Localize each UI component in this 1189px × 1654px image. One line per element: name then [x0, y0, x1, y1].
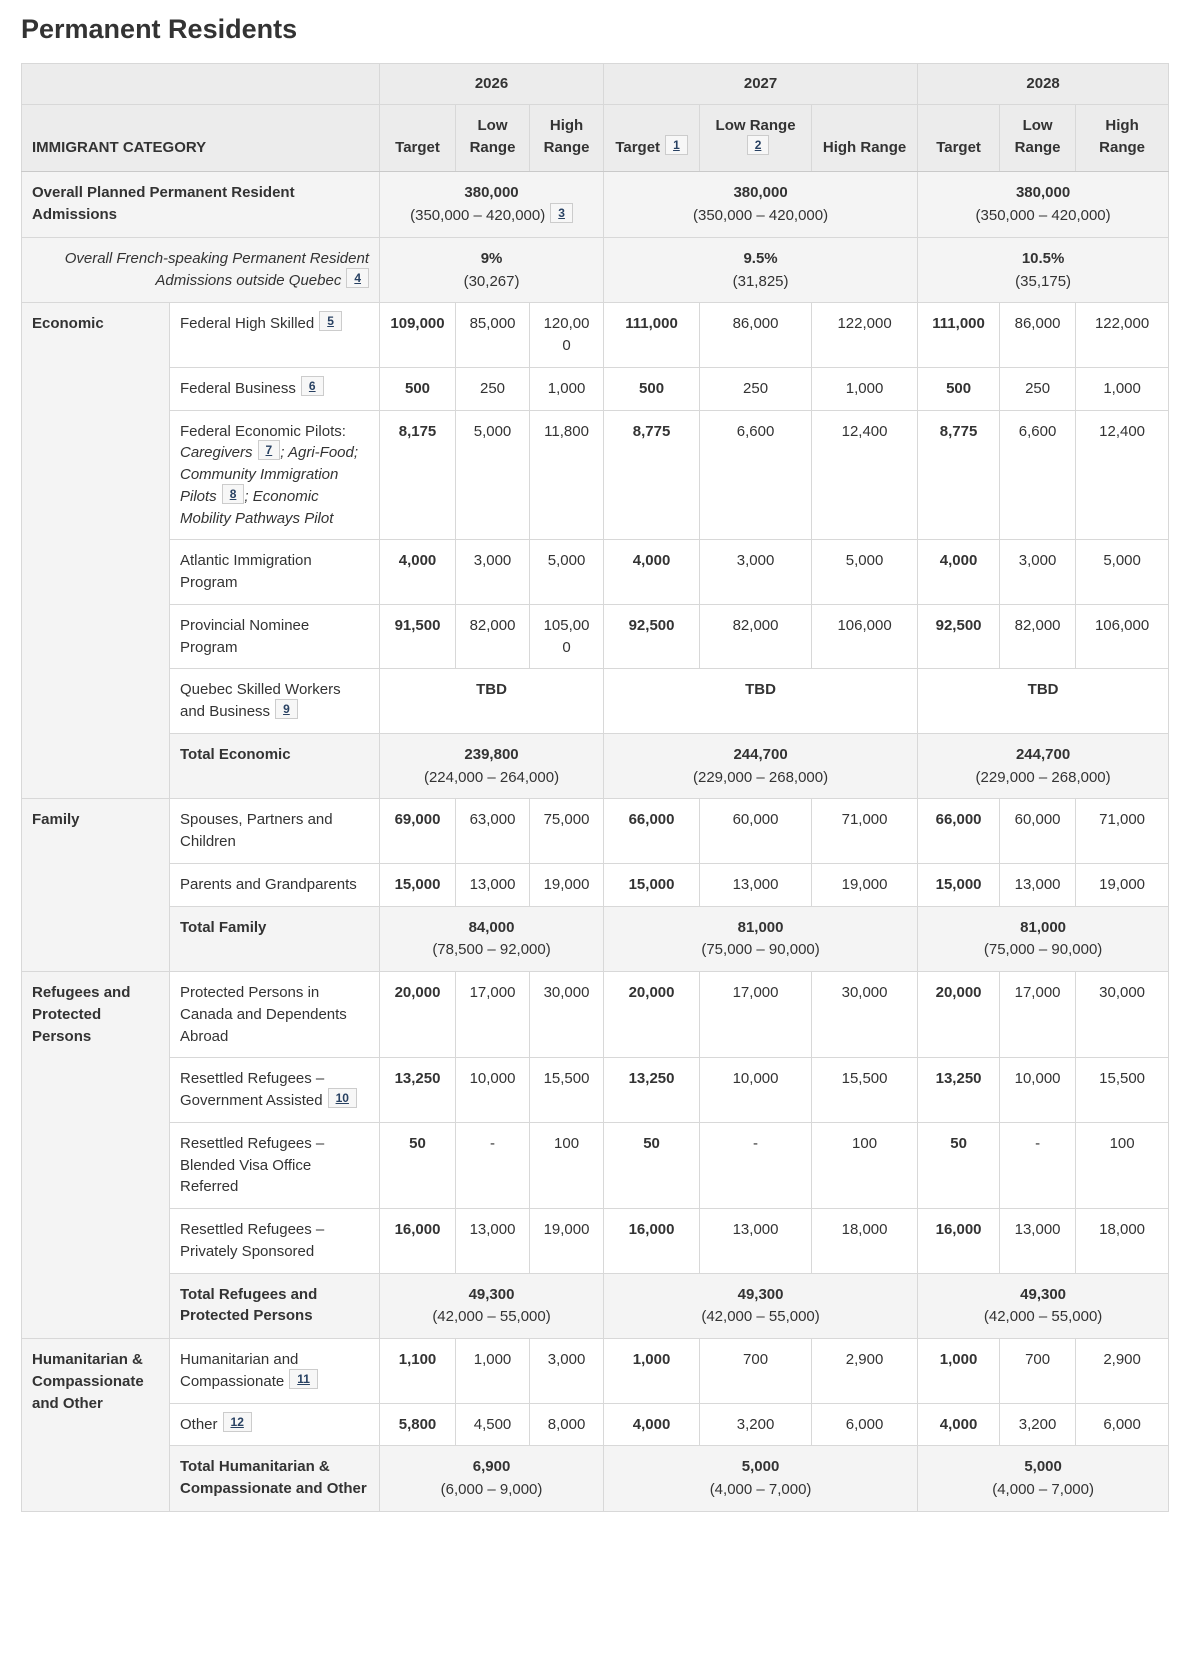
provincial-nominee-program-2026-low-range: 82,000 [456, 604, 530, 669]
value-range: (78,500 – 92,000) [432, 941, 551, 959]
protected-persons-in-canada-2027-high-range: 30,000 [812, 972, 918, 1058]
value-main: 380,000 [733, 184, 788, 202]
col-header-2027-low-range [700, 104, 812, 172]
footnote-link-7[interactable]: 7 [258, 440, 281, 460]
page-title: Permanent Residents [21, 14, 298, 44]
total-family-2028 [918, 906, 1169, 972]
footnote-link-9[interactable]: 9 [275, 699, 298, 719]
value-main: 380,000 [1015, 184, 1071, 202]
col-header-label: High Range [543, 116, 590, 156]
footnote-link-10[interactable]: 10 [328, 1088, 357, 1108]
value-range: (35,175) [1015, 272, 1072, 290]
total-refugees-and-protected-persons-2027 [604, 1273, 918, 1339]
row-total-refugees-and-protected-persons [22, 1273, 1169, 1339]
row-protected-persons-in-canada [22, 972, 1169, 1058]
footnote-link-11[interactable]: 11 [289, 1369, 318, 1389]
value-main: 49,300 [468, 1285, 515, 1303]
federal-business-2026-low-range: 250 [456, 367, 530, 410]
value-range: (31,825) [732, 272, 789, 290]
overall-french-speaking-2027 [604, 237, 918, 303]
atlantic-immigration-program-2028-high-range: 5,000 [1076, 540, 1169, 605]
federal-business-2026-target: 500 [380, 367, 456, 410]
category-resettled-refugees-government-assisted [170, 1058, 380, 1123]
spouses-partners-and-children-2028-target: 66,000 [918, 799, 1000, 864]
year-header-2027: 2027 [604, 64, 918, 105]
footnote-link-4[interactable]: 4 [346, 268, 369, 288]
other-2027-target: 4,000 [604, 1403, 700, 1446]
category-resettled-refugees-blended-visa-office-referred [170, 1122, 380, 1208]
federal-economic-pilots-2028-high-range: 12,400 [1076, 410, 1169, 540]
value-main: 244,700 [1015, 745, 1071, 763]
value-main: 49,300 [737, 1285, 784, 1303]
category-provincial-nominee-program [170, 604, 380, 669]
row-other [22, 1403, 1169, 1446]
year-header-2026: 2026 [380, 64, 604, 105]
group-label-humanitarian-compassionate-and-other: Humanitarian & Compassionate and Other [22, 1339, 170, 1512]
value-range: (224,000 – 264,000) [423, 768, 560, 786]
spouses-partners-and-children-2027-target: 66,000 [604, 799, 700, 864]
label-overall-planned-admissions [22, 172, 380, 238]
protected-persons-in-canada-2028-target: 20,000 [918, 972, 1000, 1058]
label-total-family: Total Family [170, 906, 380, 972]
overall-french-speaking-2026 [380, 237, 604, 303]
provincial-nominee-program-2028-target: 92,500 [918, 604, 1000, 669]
category-federal-economic-pilots [170, 410, 380, 540]
resettled-refugees-blended-visa-office-referred-2026-target: 50 [380, 1122, 456, 1208]
value-main: 81,000 [1020, 918, 1067, 936]
label-text: ; Economic Mobility Pathways Pilot [180, 487, 334, 527]
col-header-label: Target [615, 138, 661, 156]
provincial-nominee-program-2026-target: 91,500 [380, 604, 456, 669]
label-text: Provincial Nominee Program [180, 616, 310, 656]
col-header-2026-high-range [530, 104, 604, 172]
federal-high-skilled-2026-low-range: 85,000 [456, 303, 530, 368]
resettled-refugees-privately-sponsored-2027-target: 16,000 [604, 1209, 700, 1274]
humanitarian-and-compassionate-2026-low-range: 1,000 [456, 1339, 530, 1404]
resettled-refugees-blended-visa-office-referred-2028-high-range: 100 [1076, 1122, 1169, 1208]
parents-and-grandparents-2027-high-range: 19,000 [812, 863, 918, 906]
row-resettled-refugees-blended-visa-office-referred [22, 1122, 1169, 1208]
permanent-residents-table [21, 63, 1169, 1512]
col-header-2028-low-range [1000, 104, 1076, 172]
value-range: (350,000 – 420,000) [693, 207, 829, 224]
label-text: Atlantic Immigration Program [180, 552, 312, 591]
row-total-family [22, 906, 1169, 972]
resettled-refugees-government-assisted-2027-target: 13,250 [604, 1058, 700, 1123]
col-header-2028-target [918, 104, 1000, 172]
value-range: (42,000 – 55,000) [983, 1308, 1103, 1326]
parents-and-grandparents-2028-low-range: 13,000 [1000, 863, 1076, 906]
label-text: Caregivers [180, 444, 253, 462]
value-main: 380,000 [464, 184, 519, 202]
resettled-refugees-government-assisted-2026-high-range: 15,500 [530, 1058, 604, 1123]
value-range: (75,000 – 90,000) [983, 941, 1103, 959]
category-humanitarian-and-compassionate [170, 1339, 380, 1404]
value-range: (6,000 – 9,000) [440, 1481, 543, 1498]
row-atlantic-immigration-program [22, 540, 1169, 605]
label-text: Humanitarian and Compassionate [180, 1351, 299, 1390]
other-2028-target: 4,000 [918, 1403, 1000, 1446]
federal-economic-pilots-2027-high-range: 12,400 [812, 410, 918, 540]
row-quebec-skilled-workers-and-business [22, 669, 1169, 734]
col-header-label: Low Range [715, 116, 796, 134]
protected-persons-in-canada-2027-low-range: 17,000 [700, 972, 812, 1058]
parents-and-grandparents-2026-low-range: 13,000 [456, 863, 530, 906]
federal-economic-pilots-2027-low-range: 6,600 [700, 410, 812, 540]
footnote-link-1[interactable]: 1 [665, 135, 688, 155]
federal-economic-pilots-2026-high-range: 11,800 [530, 410, 604, 540]
resettled-refugees-privately-sponsored-2028-low-range: 13,000 [1000, 1209, 1076, 1274]
protected-persons-in-canada-2026-high-range: 30,000 [530, 972, 604, 1058]
label-text: Quebec Skilled Workers and Business [180, 681, 341, 720]
resettled-refugees-privately-sponsored-2026-high-range: 19,000 [530, 1209, 604, 1274]
overall-planned-admissions-2027 [604, 172, 918, 238]
label-text: Federal Economic Pilots: [180, 422, 346, 440]
total-humanitarian-compassionate-and-other-2026 [380, 1446, 604, 1512]
other-2028-high-range: 6,000 [1076, 1403, 1169, 1446]
label-total-economic: Total Economic [170, 733, 380, 799]
federal-business-2027-target: 500 [604, 367, 700, 410]
label-text: Resettled Refugees – Blended Visa Office Referred [180, 1134, 325, 1196]
other-2028-low-range: 3,200 [1000, 1403, 1076, 1446]
spouses-partners-and-children-2026-high-range: 75,000 [530, 799, 604, 864]
parents-and-grandparents-2027-target: 15,000 [604, 863, 700, 906]
overall-planned-admissions-2028 [918, 172, 1169, 238]
spouses-partners-and-children-2028-high-range: 71,000 [1076, 799, 1169, 864]
row-federal-business [22, 367, 1169, 410]
row-provincial-nominee-program [22, 604, 1169, 669]
value-main: 84,000 [468, 918, 515, 936]
category-protected-persons-in-canada [170, 972, 380, 1058]
label-text: Spouses, Partners and Children [180, 811, 333, 850]
provincial-nominee-program-2028-high-range: 106,000 [1076, 604, 1169, 669]
federal-high-skilled-2028-target: 111,000 [918, 303, 1000, 368]
atlantic-immigration-program-2027-high-range: 5,000 [812, 540, 918, 605]
quebec-skilled-workers-and-business-2027: TBD [604, 669, 918, 734]
federal-economic-pilots-2026-target: 8,175 [380, 410, 456, 540]
provincial-nominee-program-2028-low-range: 82,000 [1000, 604, 1076, 669]
other-2026-high-range: 8,000 [530, 1403, 604, 1446]
federal-high-skilled-2028-low-range: 86,000 [1000, 303, 1076, 368]
col-header-label: Target [936, 138, 981, 156]
label-text: Federal Business [180, 379, 296, 397]
federal-business-2028-low-range: 250 [1000, 367, 1076, 410]
value-main: 9.5% [743, 249, 778, 267]
provincial-nominee-program-2027-target: 92,500 [604, 604, 700, 669]
value-main: 9% [480, 249, 503, 267]
resettled-refugees-government-assisted-2028-low-range: 10,000 [1000, 1058, 1076, 1123]
other-2027-high-range: 6,000 [812, 1403, 918, 1446]
value-range: (42,000 – 55,000) [432, 1308, 551, 1326]
category-header-spacer [22, 64, 380, 105]
header-column-row [22, 104, 1169, 172]
label-text: Resettled Refugees – Government Assisted [180, 1070, 325, 1109]
humanitarian-and-compassionate-2028-low-range: 700 [1000, 1339, 1076, 1404]
label-text: ; Agri-Food; Community Immigration Pilots [180, 444, 359, 505]
label-text: Overall French-speaking Permanent Resident Admissions outside Quebec [64, 249, 370, 289]
federal-business-2027-low-range: 250 [700, 367, 812, 410]
value-range: (75,000 – 90,000) [701, 941, 820, 959]
label-text: Resettled Refugees – Privately Sponsored [180, 1221, 325, 1260]
overall-french-speaking-2028 [918, 237, 1169, 303]
other-2026-low-range: 4,500 [456, 1403, 530, 1446]
label-total-humanitarian-compassionate-and-other: Total Humanitarian & Compassionate and Other [170, 1446, 380, 1512]
row-federal-high-skilled [22, 303, 1169, 368]
federal-economic-pilots-2027-target: 8,775 [604, 410, 700, 540]
value-range: (350,000 – 420,000) 3 [390, 205, 593, 227]
humanitarian-and-compassionate-2028-target: 1,000 [918, 1339, 1000, 1404]
row-spouses-partners-and-children [22, 799, 1169, 864]
label-text: Federal High Skilled [180, 315, 315, 333]
value-main: 239,800 [464, 745, 519, 763]
value-range: (350,000 – 420,000) [975, 207, 1111, 224]
col-header-2026-target [380, 104, 456, 172]
value-range: (42,000 – 55,000) [701, 1308, 820, 1326]
footnote-link-6[interactable]: 6 [301, 376, 324, 396]
value-main: 6,900 [472, 1458, 511, 1476]
footnote-link-3[interactable]: 3 [550, 203, 573, 223]
spouses-partners-and-children-2027-low-range: 60,000 [700, 799, 812, 864]
group-label-economic: Economic [22, 303, 170, 799]
federal-business-2027-high-range: 1,000 [812, 367, 918, 410]
resettled-refugees-government-assisted-2028-target: 13,250 [918, 1058, 1000, 1123]
row-federal-economic-pilots [22, 410, 1169, 540]
spouses-partners-and-children-2027-high-range: 71,000 [812, 799, 918, 864]
header-year-row [22, 64, 1169, 105]
federal-high-skilled-2027-low-range: 86,000 [700, 303, 812, 368]
humanitarian-and-compassionate-2028-high-range: 2,900 [1076, 1339, 1169, 1404]
resettled-refugees-blended-visa-office-referred-2028-low-range: - [1000, 1122, 1076, 1208]
row-overall-french-speaking [22, 237, 1169, 303]
row-humanitarian-and-compassionate [22, 1339, 1169, 1404]
parents-and-grandparents-2028-target: 15,000 [918, 863, 1000, 906]
category-other [170, 1403, 380, 1446]
footnote-link-12[interactable]: 12 [223, 1412, 252, 1432]
federal-high-skilled-2027-high-range: 122,000 [812, 303, 918, 368]
humanitarian-and-compassionate-2026-high-range: 3,000 [530, 1339, 604, 1404]
federal-business-2028-high-range: 1,000 [1076, 367, 1169, 410]
provincial-nominee-program-2027-high-range: 106,000 [812, 604, 918, 669]
value-range: (4,000 – 7,000) [992, 1481, 1094, 1498]
parents-and-grandparents-2026-high-range: 19,000 [530, 863, 604, 906]
category-federal-high-skilled [170, 303, 380, 368]
atlantic-immigration-program-2026-low-range: 3,000 [456, 540, 530, 605]
humanitarian-and-compassionate-2026-target: 1,100 [380, 1339, 456, 1404]
humanitarian-and-compassionate-2027-low-range: 700 [700, 1339, 812, 1404]
resettled-refugees-privately-sponsored-2028-high-range: 18,000 [1076, 1209, 1169, 1274]
label-overall-french-speaking [22, 237, 380, 303]
footnote-link-8[interactable]: 8 [222, 484, 245, 504]
federal-economic-pilots-2026-low-range: 5,000 [456, 410, 530, 540]
label-total-refugees-and-protected-persons: Total Refugees and Protected Persons [170, 1273, 380, 1339]
value-range: (229,000 – 268,000) [693, 768, 829, 786]
category-atlantic-immigration-program [170, 540, 380, 605]
humanitarian-and-compassionate-2027-high-range: 2,900 [812, 1339, 918, 1404]
total-family-2026 [380, 906, 604, 972]
other-2027-low-range: 3,200 [700, 1403, 812, 1446]
total-economic-2027 [604, 733, 918, 799]
federal-high-skilled-2028-high-range: 122,000 [1076, 303, 1169, 368]
table-header [22, 64, 1169, 172]
value-main: 10.5% [1021, 249, 1065, 267]
resettled-refugees-government-assisted-2027-low-range: 10,000 [700, 1058, 812, 1123]
category-spouses-partners-and-children [170, 799, 380, 864]
footnote-link-5[interactable]: 5 [319, 311, 342, 331]
resettled-refugees-privately-sponsored-2026-low-range: 13,000 [456, 1209, 530, 1274]
total-humanitarian-compassionate-and-other-2027 [604, 1446, 918, 1512]
table-body [22, 172, 1169, 1512]
row-resettled-refugees-privately-sponsored [22, 1209, 1169, 1274]
row-total-economic [22, 733, 1169, 799]
atlantic-immigration-program-2027-target: 4,000 [604, 540, 700, 605]
protected-persons-in-canada-2028-low-range: 17,000 [1000, 972, 1076, 1058]
humanitarian-and-compassionate-2027-target: 1,000 [604, 1339, 700, 1404]
federal-high-skilled-2026-high-range: 120,000 [530, 303, 604, 368]
atlantic-immigration-program-2028-target: 4,000 [918, 540, 1000, 605]
quebec-skilled-workers-and-business-2026: TBD [380, 669, 604, 734]
col-header-2027-high-range [812, 104, 918, 172]
col-header-label: Target [395, 138, 440, 156]
federal-economic-pilots-2028-low-range: 6,600 [1000, 410, 1076, 540]
federal-economic-pilots-2028-target: 8,775 [918, 410, 1000, 540]
value-range: (30,267) [463, 272, 520, 290]
col-header-label: High Range [822, 138, 907, 156]
spouses-partners-and-children-2026-target: 69,000 [380, 799, 456, 864]
total-economic-2028 [918, 733, 1169, 799]
immigrant-category-header: IMMIGRANT CATEGORY [22, 104, 380, 172]
resettled-refugees-government-assisted-2028-high-range: 15,500 [1076, 1058, 1169, 1123]
total-family-2027 [604, 906, 918, 972]
resettled-refugees-privately-sponsored-2027-high-range: 18,000 [812, 1209, 918, 1274]
federal-business-2026-high-range: 1,000 [530, 367, 604, 410]
group-label-family: Family [22, 799, 170, 972]
label-text: Parents and Grandparents [180, 875, 357, 893]
value-main: 49,300 [1020, 1285, 1067, 1303]
value-main: 244,700 [733, 745, 788, 763]
quebec-skilled-workers-and-business-2028: TBD [918, 669, 1169, 734]
total-refugees-and-protected-persons-2028 [918, 1273, 1169, 1339]
label-text: Other [180, 1415, 218, 1433]
atlantic-immigration-program-2026-target: 4,000 [380, 540, 456, 605]
resettled-refugees-privately-sponsored-2027-low-range: 13,000 [700, 1209, 812, 1274]
group-label-refugees-and-protected-persons: Refugees and Protected Persons [22, 972, 170, 1339]
value-range: (4,000 – 7,000) [709, 1481, 812, 1498]
spouses-partners-and-children-2026-low-range: 63,000 [456, 799, 530, 864]
provincial-nominee-program-2027-low-range: 82,000 [700, 604, 812, 669]
col-header-label: Low Range [1014, 116, 1061, 156]
resettled-refugees-blended-visa-office-referred-2028-target: 50 [918, 1122, 1000, 1208]
resettled-refugees-blended-visa-office-referred-2026-high-range: 100 [530, 1122, 604, 1208]
resettled-refugees-privately-sponsored-2026-target: 16,000 [380, 1209, 456, 1274]
spouses-partners-and-children-2028-low-range: 60,000 [1000, 799, 1076, 864]
atlantic-immigration-program-2026-high-range: 5,000 [530, 540, 604, 605]
protected-persons-in-canada-2027-target: 20,000 [604, 972, 700, 1058]
resettled-refugees-blended-visa-office-referred-2027-low-range: - [700, 1122, 812, 1208]
protected-persons-in-canada-2028-high-range: 30,000 [1076, 972, 1169, 1058]
value-main: 81,000 [737, 918, 784, 936]
row-total-humanitarian-compassionate-and-other [22, 1446, 1169, 1512]
resettled-refugees-blended-visa-office-referred-2027-high-range: 100 [812, 1122, 918, 1208]
parents-and-grandparents-2027-low-range: 13,000 [700, 863, 812, 906]
category-federal-business [170, 367, 380, 410]
col-header-2027-target [604, 104, 700, 172]
category-resettled-refugees-privately-sponsored [170, 1209, 380, 1274]
parents-and-grandparents-2028-high-range: 19,000 [1076, 863, 1169, 906]
category-parents-and-grandparents [170, 863, 380, 906]
col-header-label: High Range [1099, 116, 1146, 156]
resettled-refugees-government-assisted-2026-target: 13,250 [380, 1058, 456, 1123]
resettled-refugees-government-assisted-2026-low-range: 10,000 [456, 1058, 530, 1123]
resettled-refugees-government-assisted-2027-high-range: 15,500 [812, 1058, 918, 1123]
resettled-refugees-privately-sponsored-2028-target: 16,000 [918, 1209, 1000, 1274]
footnote-link-2[interactable]: 2 [747, 135, 770, 155]
total-refugees-and-protected-persons-2026 [380, 1273, 604, 1339]
total-economic-2026 [380, 733, 604, 799]
label-text: Overall Planned Permanent Resident Admissions [32, 184, 295, 223]
col-header-label: Low Range [469, 116, 516, 156]
protected-persons-in-canada-2026-target: 20,000 [380, 972, 456, 1058]
provincial-nominee-program-2026-high-range: 105,000 [530, 604, 604, 669]
atlantic-immigration-program-2028-low-range: 3,000 [1000, 540, 1076, 605]
value-range: (229,000 – 268,000) [975, 768, 1111, 786]
parents-and-grandparents-2026-target: 15,000 [380, 863, 456, 906]
protected-persons-in-canada-2026-low-range: 17,000 [456, 972, 530, 1058]
row-parents-and-grandparents [22, 863, 1169, 906]
atlantic-immigration-program-2027-low-range: 3,000 [700, 540, 812, 605]
resettled-refugees-blended-visa-office-referred-2026-low-range: - [456, 1122, 530, 1208]
overall-planned-admissions-2026 [380, 172, 604, 238]
value-main: 5,000 [1024, 1458, 1062, 1476]
federal-high-skilled-2026-target: 109,000 [380, 303, 456, 368]
label-text: Protected Persons in Canada and Dependents Abroad [180, 984, 347, 1045]
year-header-2028: 2028 [918, 64, 1169, 105]
federal-high-skilled-2027-target: 111,000 [604, 303, 700, 368]
col-header-2026-low-range [456, 104, 530, 172]
other-2026-target: 5,800 [380, 1403, 456, 1446]
total-humanitarian-compassionate-and-other-2028 [918, 1446, 1169, 1512]
value-main: 5,000 [741, 1458, 780, 1476]
row-overall-planned-admissions [22, 172, 1169, 238]
federal-business-2028-target: 500 [918, 367, 1000, 410]
row-resettled-refugees-government-assisted [22, 1058, 1169, 1123]
col-header-2028-high-range [1076, 104, 1169, 172]
category-quebec-skilled-workers-and-business [170, 669, 380, 734]
resettled-refugees-blended-visa-office-referred-2027-target: 50 [604, 1122, 700, 1208]
